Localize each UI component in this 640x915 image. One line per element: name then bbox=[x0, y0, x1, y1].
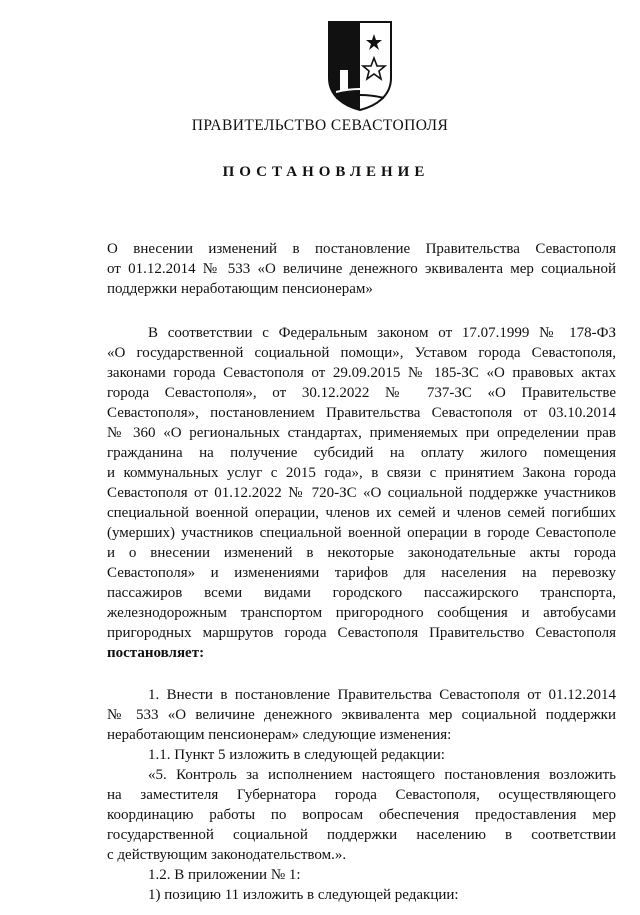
body-line: координацию работы по вопросам обеспечения предоставления мер bbox=[107, 807, 616, 823]
preamble-line: В соответствии с Федеральным законом от 17.07.1999 № 178-ФЗ bbox=[148, 325, 616, 341]
body-line: на заместителя Губернатора города Севастополя, осуществляющего bbox=[107, 787, 616, 803]
preamble-line: (умерших) участников специальной военной операции в городе Севастополе bbox=[107, 525, 616, 541]
preamble-line: и коммунальных услуг с 2015 года», в связи с принятием Закона города bbox=[107, 465, 616, 481]
preamble-line: и о внесении изменений в некоторые законодательные акты города bbox=[107, 545, 616, 561]
preamble-line: № 360 «О региональных стандартах, применяемых при определении прав bbox=[107, 425, 616, 441]
body-line: № 533 «О величине денежного эквивалента мер социальной поддержки bbox=[107, 707, 616, 723]
sevastopol-emblem-icon bbox=[326, 20, 394, 112]
subject-line: О внесении изменений в постановление Правительства Севастополя bbox=[107, 241, 616, 257]
preamble-line: законами города Севастополя от 29.09.2015 № 185-ЗС «О правовых актах bbox=[107, 365, 616, 381]
preamble-line: пригородных маршрутов города Севастополя Правительство Севастополя bbox=[107, 625, 616, 641]
subject-line: от 01.12.2014 № 533 «О величине денежного эквивалента мер социальной bbox=[107, 261, 616, 277]
preamble-line: Севастополя» и изменениями тарифов для населения на перевозку bbox=[107, 565, 616, 581]
preamble-line: специальной военной операции, членов их семей и членов семей погибших bbox=[107, 505, 616, 521]
body-line: государственной социальной поддержки населению в соответствии bbox=[107, 827, 616, 843]
body-line: с действующим законодательством.». bbox=[107, 847, 347, 863]
government-name: ПРАВИТЕЛЬСТВО СЕВАСТОПОЛЯ bbox=[191, 117, 449, 134]
preamble-line: гражданина на получение субсидий на оплату жилого помещения bbox=[107, 445, 616, 461]
body-line: «5. Контроль за исполнением настоящего постановления возложить bbox=[148, 767, 616, 783]
body-line: 1.2. В приложении № 1: bbox=[148, 867, 301, 883]
preamble-line: пассажиров всеми видами городского пассажирского транспорта, bbox=[107, 585, 616, 601]
document-type-title: ПОСТАНОВЛЕНИЕ bbox=[222, 164, 430, 180]
preamble-line: «О государственной социальной помощи», Уставом города Севастополя, bbox=[107, 345, 616, 361]
body-line: неработающим пенсионерам» следующие изменения: bbox=[107, 727, 452, 743]
preamble-decree-word: постановляет: bbox=[107, 645, 205, 661]
body-line: 1.1. Пункт 5 изложить в следующей редакции: bbox=[148, 747, 445, 763]
preamble-line: города Севастополя», от 30.12.2022 № 737-ЗС «О Правительстве bbox=[107, 385, 616, 401]
preamble-line: железнодорожным транспортом пригородного сообщения и автобусами bbox=[107, 605, 616, 621]
preamble-line: Севастополя от 01.12.2022 № 720-ЗС «О социальной поддержке участников bbox=[107, 485, 616, 501]
body-line: 1) позицию 11 изложить в следующей редакции: bbox=[148, 887, 459, 903]
subject-line: поддержки неработающим пенсионерам» bbox=[107, 281, 373, 297]
preamble-line: Севастополя», постановлением Правительства Севастополя от 03.10.2014 bbox=[107, 405, 616, 421]
body-line: 1. Внести в постановление Правительства Севастополя от 01.12.2014 bbox=[148, 687, 616, 703]
